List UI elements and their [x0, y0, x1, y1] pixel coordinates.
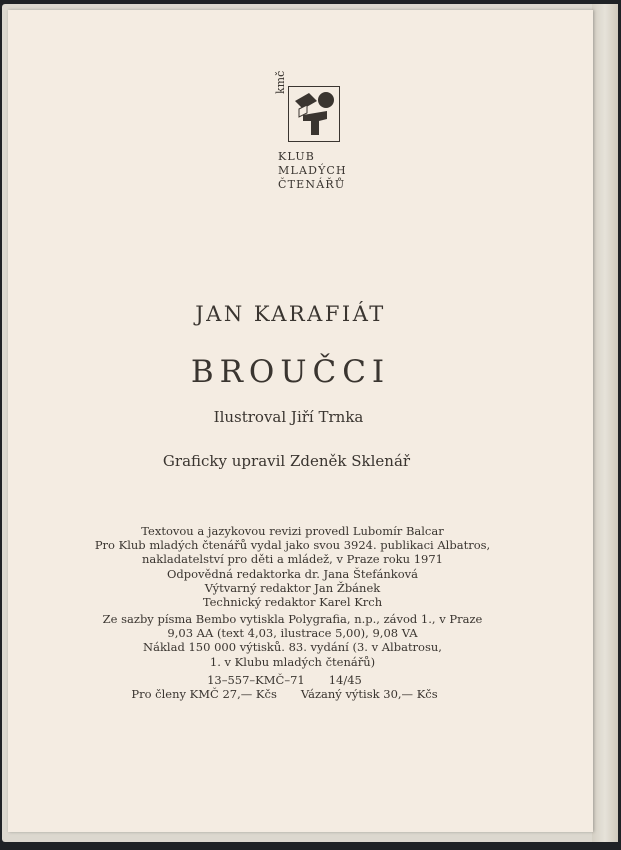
- imprint-credits: [0, 524, 585, 609]
- sheet-code: 14/45: [328, 673, 362, 687]
- club-line-2: MLADÝCH: [278, 164, 347, 177]
- author-name: JAN KARAFIÁT: [195, 302, 386, 326]
- title-page: [8, 10, 593, 832]
- logo-kmc-text: kmč: [274, 70, 287, 94]
- cover-edge: [592, 4, 618, 842]
- print-line: 1. v Klubu mladých čtenářů): [209, 654, 376, 669]
- price-bound: Vázaný výtisk 30,— Kčs: [300, 687, 438, 702]
- codes-and-prices: [0, 673, 577, 701]
- book-title: BROUČCI: [190, 354, 391, 390]
- logo-shapes-icon: [289, 87, 339, 141]
- catalog-code: 13–557–KMČ–71: [207, 673, 305, 687]
- imprint-line: Textovou a jazykovou revizi provedl Lubomír Balcar: [141, 524, 444, 538]
- code-line: [0, 673, 577, 687]
- illustrator-credit: Ilustroval Jiří Trnka: [213, 408, 364, 426]
- imprint-line: Odpovědná redaktorka dr. Jana Štefánková: [166, 566, 419, 581]
- print-info: [0, 612, 585, 669]
- club-name: [278, 150, 347, 192]
- logo-emblem: [288, 86, 340, 142]
- imprint-line: Technický redaktor Karel Krch: [202, 595, 383, 610]
- price-line: [0, 687, 577, 701]
- print-line: Ze sazby písma Bembo vytiskla Polygrafia, n.p., závod 1., v Praze: [102, 612, 483, 626]
- graphic-design-credit: Graficky upravil Zdeněk Sklenář: [162, 452, 411, 470]
- kmc-logo: [274, 70, 340, 146]
- print-line: 9,03 AA (text 4,03, ilustrace 5,00), 9,08 VA: [167, 626, 418, 641]
- imprint-line: Výtvarný redaktor Jan Žbánek: [204, 580, 381, 595]
- imprint-line: nakladatelství pro děti a mládež, v Praze roku 1971: [142, 552, 443, 567]
- price-members: Pro členy KMČ 27,— Kčs: [131, 687, 277, 702]
- club-line-1: KLUB: [278, 150, 316, 163]
- print-line: Náklad 150 000 výtisků. 83. vydání (3. v Albatrosu,: [143, 640, 442, 655]
- imprint-line: Pro Klub mladých čtenářů vydal jako svou 3924. publikaci Albatros,: [94, 538, 491, 553]
- club-line-3: ČTENÁŘŮ: [278, 178, 346, 191]
